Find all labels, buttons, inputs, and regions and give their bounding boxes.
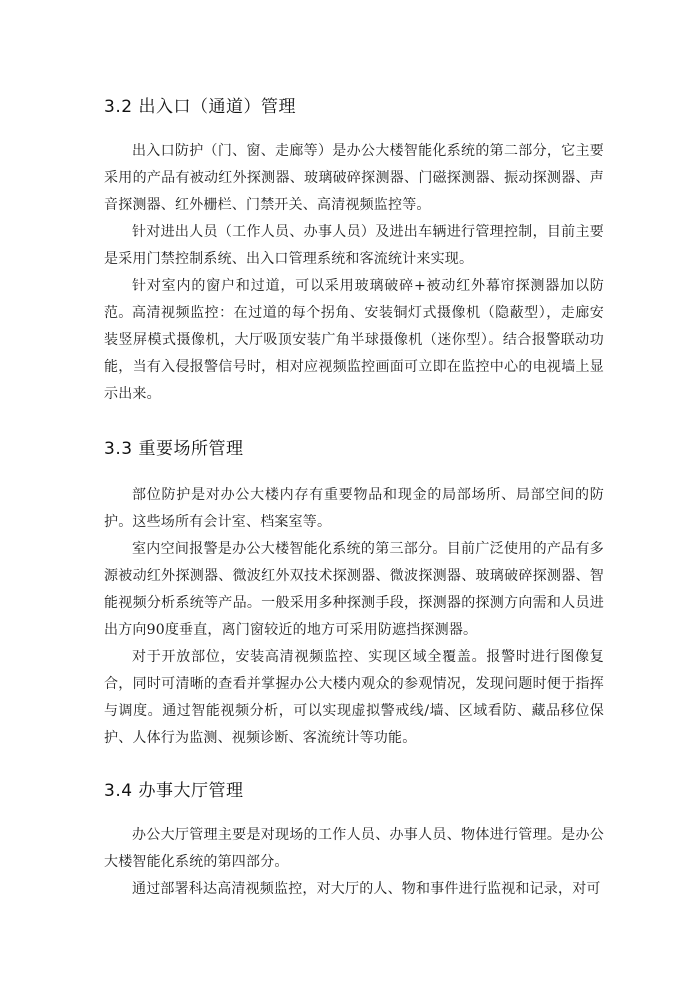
paragraph: 通过部署科达高清视频监控，对大厅的人、物和事件进行监视和记录，对可 bbox=[132, 881, 601, 897]
section-heading-3-3: 3.3 重要场所管理 bbox=[104, 439, 244, 459]
paragraph: 针对进出人员（工作人员、办事人员）及进出车辆进行管理控制，目前主要是采用门禁控制系统、出入口管理系统和客流统计来实现。 bbox=[104, 224, 604, 267]
paragraph: 针对室内的窗户和过道，可以采用玻璃破碎+被动红外幕帘探测器加以防范。 bbox=[104, 278, 604, 321]
section-heading-3-4: 3.4 办事大厅管理 bbox=[104, 781, 244, 801]
paragraph: 出入口防护（门、窗、走廊等）是办公大楼智能化系统的第二部分，它主要采用的产品有被动红外探测器、玻璃破碎探测器、门磁探测器、振动探测器、声音探测器、红外栅栏、门禁开关、高清视频监控等。 bbox=[104, 143, 604, 213]
paragraph: 对于开放部位，安装高清视频监控、实现区域全覆盖。报警时进行图像复合，同时可清晰的查看并掌握办公大楼内观众的参观情况，发现问题时便于指挥与调度。通过智能视频分析，可以实现虚拟警戒线/墙、区域看防、藏品移位保护、人体行为监测、视频诊断、客流统计等功能。 bbox=[104, 649, 604, 746]
paragraph: 高清视频监控：在过道的每个拐角、安装铜灯式摄像机（隐蔽型），走廊安装竖屏模式摄像机，大厅吸顶安装广角半球摄像机（迷你型）。结合报警联动功能，当有入侵报警信号时，相对应视频监控画面可立即在监控中心的电视墙上显示出来。 bbox=[104, 305, 604, 402]
paragraph: 办公大厅管理主要是对现场的工作人员、办事人员、物体进行管理。是办公大楼智能化系统的第四部分。 bbox=[104, 827, 604, 870]
paragraph: 室内空间报警是办公大楼智能化系统的第三部分。目前广泛使用的产品有多源被动红外探测器、微波红外双技术探测器、微波探测器、玻璃破碎探测器、智能视频分析系统等产品。一般采用多种探测手段，探测器的探测方向需和人员进出方向90度垂直，离门窗较近的地方可采用防遮挡探测器。 bbox=[104, 541, 604, 638]
paragraph: 部位防护是对办公大楼内存有重要物品和现金的局部场所、局部空间的防护。这些场所有会计室、档案室等。 bbox=[104, 487, 604, 530]
section-heading-3-2: 3.2 出入口（通道）管理 bbox=[104, 97, 296, 117]
